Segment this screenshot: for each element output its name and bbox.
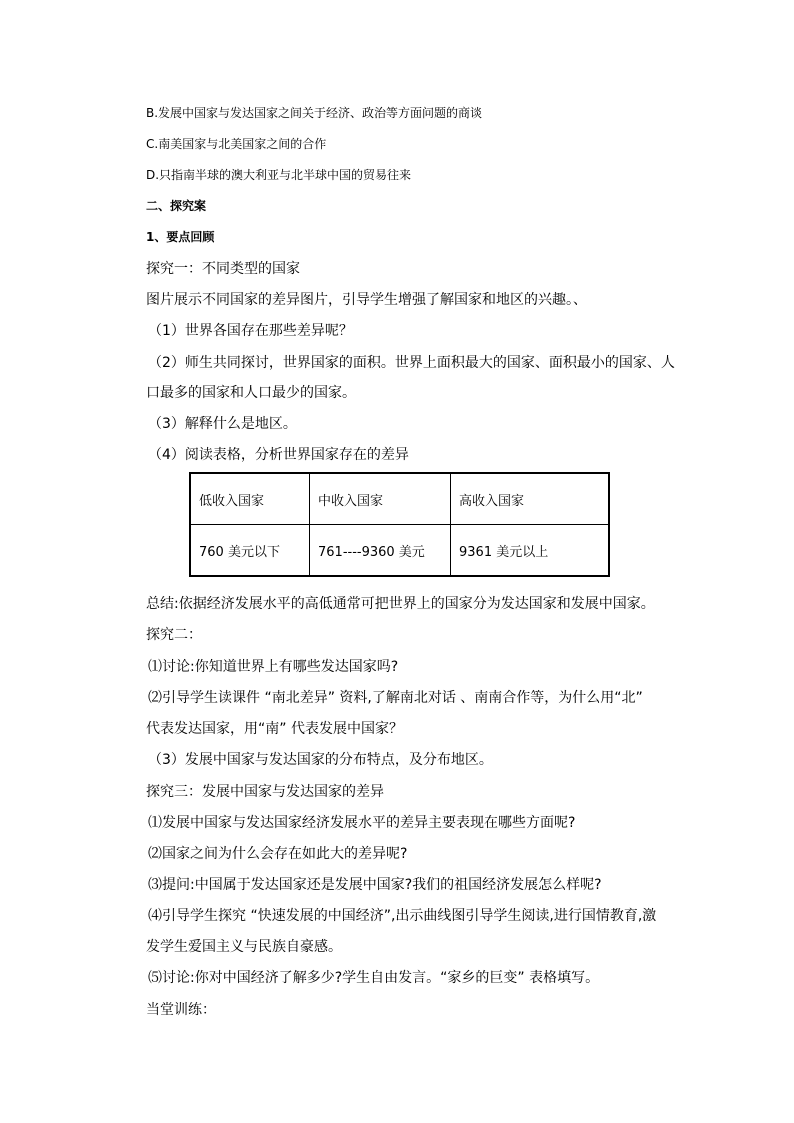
explore1-q1: （1）世界各国存在那些差异呢？ bbox=[148, 323, 353, 339]
explore3-q1: ⑴发展中国家与发达国家经济发展水平的差异主要表现在哪些方面呢? bbox=[148, 815, 576, 831]
explore3-q2: ⑵国家之间为什么会存在如此大的差异呢? bbox=[148, 846, 408, 862]
option-d: D.只指南半球的澳大利亚与北半球中国的贸易往来 bbox=[146, 168, 412, 182]
explore1-q2-line1: （2）师生共同探讨，世界国家的面积。世界上面积最大的国家、面积最小的国家、人 bbox=[148, 355, 675, 371]
explore3-q3: ⑶提问:中国属于发达国家还是发展中国家?我们的祖国经济发展怎么样呢? bbox=[148, 877, 602, 893]
explore2-q2-line1: ⑵引导学生读课件 “南北差异” 资料,了解南北对话 、南南合作等，为什么用“北” bbox=[148, 690, 643, 706]
table-row bbox=[190, 473, 609, 525]
explore1-q3: （3）解释什么是地区。 bbox=[148, 416, 297, 432]
explore2-q1: ⑴讨论:你知道世界上有哪些发达国家吗? bbox=[148, 659, 399, 675]
section-title: 二、探究案 bbox=[146, 199, 207, 213]
table-cell: 高收入国家 bbox=[451, 473, 610, 525]
explore3-q5: ⑸讨论:你对中国经济了解多少?学生自由发言。“家乡的巨变” 表格填写。 bbox=[148, 970, 600, 986]
explore2-heading: 探究二： bbox=[146, 627, 202, 643]
option-c: C.南美国家与北美国家之间的合作 bbox=[146, 137, 327, 151]
practice-heading: 当堂训练： bbox=[146, 1002, 216, 1018]
table-cell: 761----9360 美元 bbox=[310, 525, 451, 577]
table-cell: 9361 美元以上 bbox=[451, 525, 610, 577]
option-b: B.发展中国家与发达国家之间关于经济、政治等方面问题的商谈 bbox=[146, 106, 483, 120]
table-row bbox=[190, 525, 609, 577]
explore2-q2-line2: 代表发达国家，用“南” 代表发展中国家？ bbox=[146, 721, 403, 737]
summary: 总结:依据经济发展水平的高低通常可把世界上的国家分为发达国家和发展中国家。 bbox=[146, 596, 655, 612]
explore3-q4-line2: 发学生爱国主义与民族自豪感。 bbox=[146, 939, 342, 955]
table-cell: 760 美元以下 bbox=[190, 525, 310, 577]
explore1-heading: 探究一：不同类型的国家 bbox=[146, 261, 300, 277]
subsection-title: 1、要点回顾 bbox=[146, 230, 215, 244]
income-table bbox=[189, 472, 610, 577]
explore1-q2-line2: 口最多的国家和人口最少的国家。 bbox=[146, 385, 356, 401]
table-cell: 低收入国家 bbox=[190, 473, 310, 525]
explore3-q4-line1: ⑷引导学生探究 “快速发展的中国经济”,出示曲线图引导学生阅读,进行国情教育,激 bbox=[148, 908, 657, 924]
explore2-q3: （3）发展中国家与发达国家的分布特点，及分布地区。 bbox=[148, 752, 493, 768]
table-cell: 中收入国家 bbox=[310, 473, 451, 525]
explore1-q4: （4）阅读表格，分析世界国家存在的差异 bbox=[148, 447, 409, 463]
explore3-heading: 探究三：发展中国家与发达国家的差异 bbox=[146, 784, 384, 800]
explore1-intro: 图片展示不同国家的差异图片，引导学生增强了解国家和地区的兴趣。、 bbox=[146, 292, 587, 308]
